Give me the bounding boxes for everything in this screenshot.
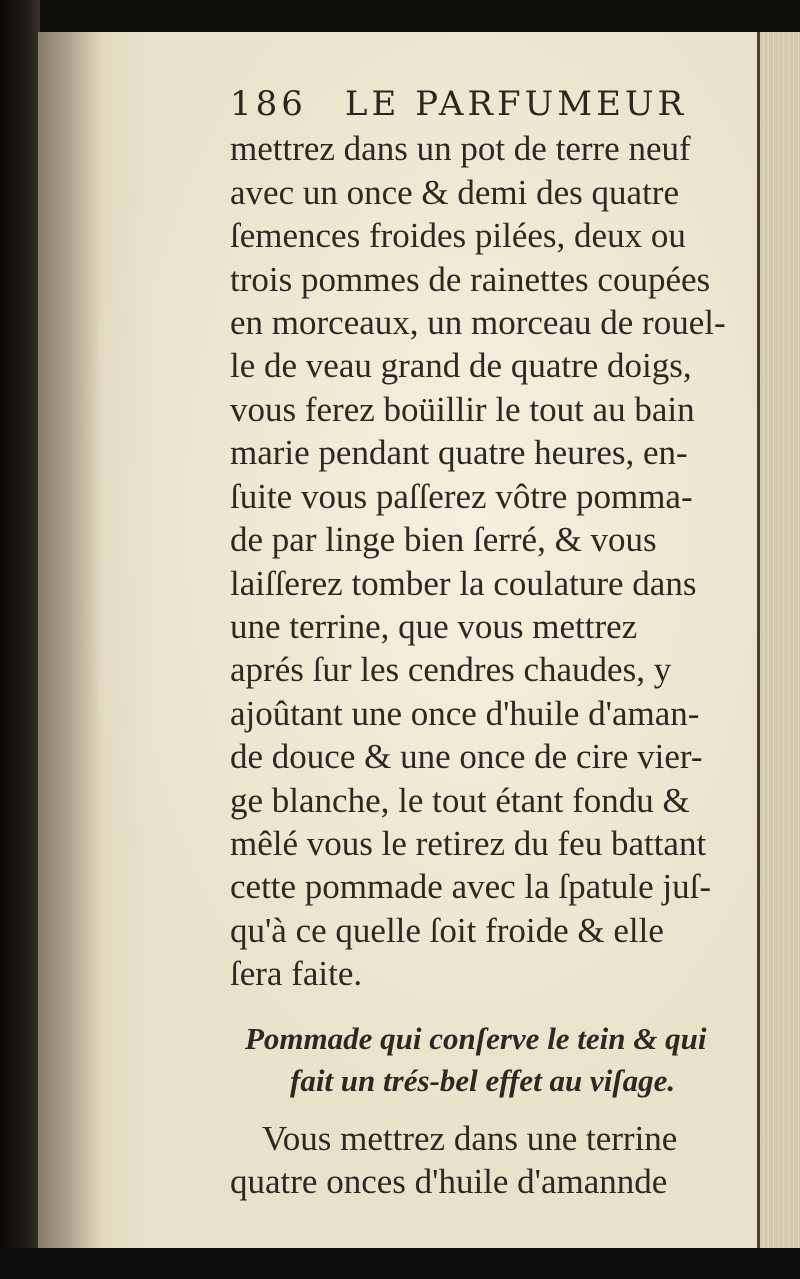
section-title-line: fait un trés-bel effet au viſage.: [290, 1062, 676, 1098]
text-line: le de veau grand de quatre doigs,: [230, 346, 692, 386]
text-line: avec un once & demi des quatre: [230, 172, 679, 212]
text-line: laiſſerez tomber la coulature dans: [230, 563, 697, 603]
text-line: ge blanche, le tout étant fondu &: [230, 780, 690, 820]
scan-bottom-border: [0, 1248, 800, 1279]
running-header: [230, 84, 687, 124]
text-line: vous ferez boüillir le tout au bain: [230, 389, 695, 429]
text-line: marie pendant quatre heures, en-: [230, 433, 688, 473]
text-line: qu'à ce quelle ſoit froide & elle: [230, 910, 664, 950]
book-spine: [0, 0, 40, 1279]
text-line: ſemences froides pilées, deux ou: [230, 216, 686, 256]
text-line: cette pommade avec la ſpatule juſ-: [230, 867, 712, 907]
stacked-page-edges: [760, 32, 800, 1250]
text-line: en morceaux, un morceau de rouel-: [230, 303, 726, 343]
text-line: aprés ſur les cendres chaudes, y: [230, 650, 672, 690]
text-line: ſuite vous paſſerez vôtre pomma-: [230, 476, 693, 516]
text-line: ajoûtant une once d'huile d'aman-: [230, 693, 700, 733]
text-line: une terrine, que vous mettrez: [230, 606, 638, 646]
running-title: LE PARFUMEUR: [344, 84, 688, 124]
text-line: de douce & une once de cire vier-: [230, 737, 703, 777]
text-line: mettrez dans un pot de terre neuf: [230, 129, 691, 169]
text-line: Vous mettrez dans une terrine: [262, 1118, 678, 1158]
page-number: 186: [230, 84, 307, 124]
text-line: mêlé vous le retirez du feu battant: [230, 823, 707, 863]
text-line: quatre onces d'huile d'amannde: [230, 1162, 668, 1202]
section-title-line: Pommade qui conſerve le tein & qui: [245, 1021, 707, 1057]
text-line: de par linge bien ſerré, & vous: [230, 520, 657, 560]
scan-top-border: [0, 0, 800, 34]
text-line: ſera faite.: [230, 954, 363, 994]
text-line: trois pommes de rainettes coupées: [230, 259, 711, 299]
page-gutter-shadow: [38, 32, 98, 1250]
